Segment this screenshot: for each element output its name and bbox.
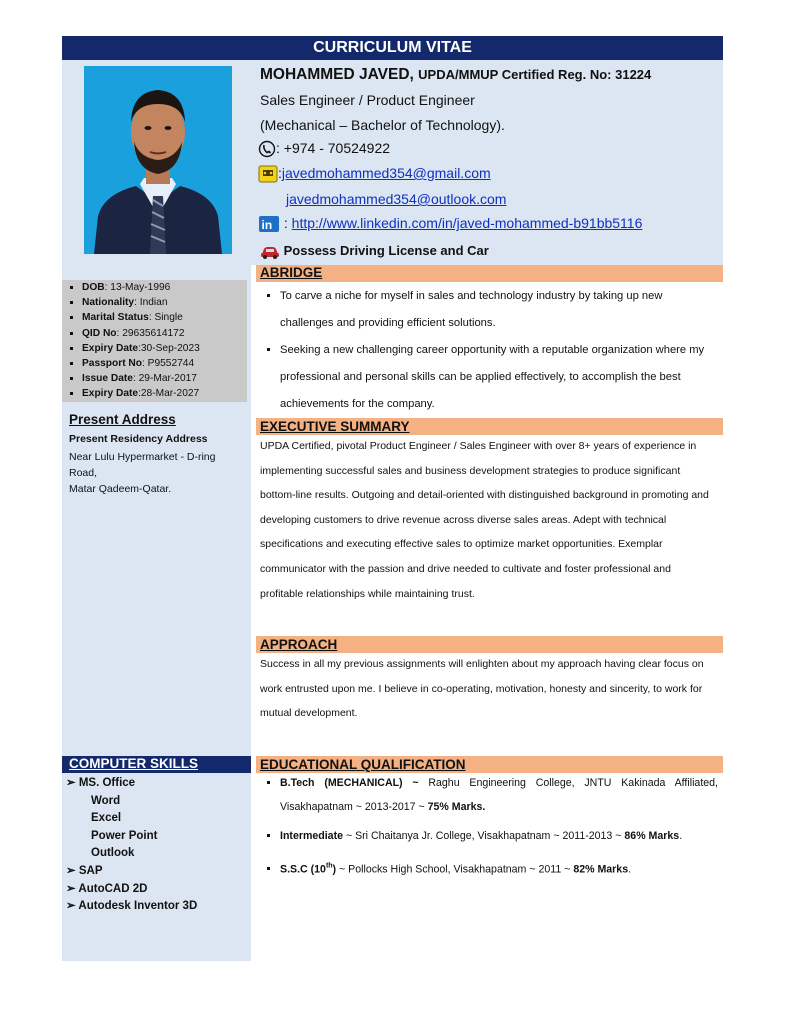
personal-info-label: DOB bbox=[82, 282, 105, 293]
personal-info-value: : Single bbox=[148, 312, 183, 324]
approach-text: Success in all my previous assignments will enlighten about my approach having clear focus on work entrusted upon me. I believe in co-operating, motivation, honesty and sincerity, to work for mutual development. bbox=[260, 658, 704, 720]
personal-info-label: Expiry Date bbox=[82, 342, 139, 354]
page-title: CURRICULUM VITAE bbox=[62, 36, 723, 60]
phone-icon bbox=[258, 140, 276, 158]
linkedin-link[interactable]: http://www.linkedin.com/in/javed-mohammed-b91bb5116 bbox=[291, 215, 643, 231]
personal-info-item bbox=[82, 280, 247, 295]
personal-info-item bbox=[82, 326, 247, 341]
personal-info-item bbox=[82, 386, 247, 401]
arrow-icon: ➢ bbox=[66, 882, 79, 895]
personal-info-label: Passport No bbox=[82, 358, 143, 370]
arrow-icon: ➢ bbox=[66, 864, 79, 877]
skill-item bbox=[66, 863, 197, 881]
email-link-outlook[interactable]: javedmohammed354@outlook.com bbox=[286, 191, 507, 207]
personal-info-label: Marital Status bbox=[82, 312, 149, 324]
skill-item bbox=[66, 898, 197, 916]
personal-info-item bbox=[82, 310, 247, 325]
skills-list bbox=[66, 775, 197, 916]
contact-panel bbox=[251, 60, 723, 265]
license-text: Possess Driving License and Car bbox=[283, 243, 489, 258]
education-detail: ~ Sri Chaitanya Jr. College, Visakhapatnam ~ 2011-2013 ~ bbox=[343, 830, 625, 842]
skill-label: SAP bbox=[78, 864, 103, 877]
skill-item bbox=[66, 775, 197, 793]
phone-number: : +974 - 70524922 bbox=[276, 140, 391, 156]
svg-text:in: in bbox=[261, 218, 273, 233]
education-item bbox=[280, 825, 718, 849]
personal-info-value: : 13-May-1996 bbox=[104, 282, 171, 293]
education-degree: Intermediate bbox=[280, 830, 343, 842]
education-sup: th bbox=[325, 862, 333, 870]
education-marks: 82% Marks bbox=[573, 863, 629, 876]
education-degree: B.Tech (MECHANICAL) ~ bbox=[280, 777, 419, 789]
personal-info-item bbox=[82, 295, 247, 310]
personal-info-value: : P9552744 bbox=[142, 358, 195, 370]
summary-heading: EXECUTIVE SUMMARY bbox=[260, 419, 410, 434]
education-tail: . bbox=[679, 830, 683, 842]
skill-subitem: Power Point bbox=[91, 829, 158, 842]
personal-info-value: :28-Mar-2027 bbox=[138, 388, 200, 400]
name-text: MOHAMMED JAVED, bbox=[260, 66, 414, 83]
address-subheading: Present Residency Address bbox=[69, 433, 208, 445]
arrow-icon: ➢ bbox=[66, 900, 79, 913]
education-section bbox=[260, 772, 718, 888]
arrow-icon: ➢ bbox=[66, 777, 79, 789]
education-item bbox=[280, 772, 718, 819]
skill-label: AutoCAD 2D bbox=[78, 882, 148, 895]
abridge-item: ▪ To carve a niche for myself in sales and technology industry by taking up new challenges and providing efficient solutions. bbox=[280, 283, 715, 337]
abridge-section bbox=[260, 283, 715, 418]
personal-info-label: QID No bbox=[82, 327, 117, 339]
email-prefix: : bbox=[278, 165, 282, 181]
education-heading: EDUCATIONAL QUALIFICATION bbox=[260, 757, 466, 772]
email-icon bbox=[258, 165, 278, 183]
summary-text: UPDA Certified, pivotal Product Engineer / Sales Engineer with over 8+ years of experience in implementing successful sales and business development strategies to produce significant bottom-line results. Outgoing and detail-oriented with distinguished background in promoting and developing customers to drive revenue across diverse sales areas. Adept with technical specifications and executing effective sales to optimize market opportunities. Exemplar communicator with the passion and drive needed to cultivate and foster professional and profitable relationships while maintaining trust. bbox=[260, 440, 709, 600]
email-line-2 bbox=[286, 191, 506, 207]
personal-info-item bbox=[82, 356, 247, 371]
phone-line bbox=[258, 140, 390, 158]
address-line-1: Near Lulu Hypermarket - D-ring bbox=[69, 451, 216, 463]
personal-info-label: Issue Date bbox=[82, 373, 133, 385]
personal-info-value: : 29-Mar-2017 bbox=[132, 373, 197, 385]
education-degree: S.S.C (10 bbox=[280, 863, 326, 876]
skill-label: Autodesk Inventor 3D bbox=[78, 900, 198, 913]
skill-subitem: Outlook bbox=[91, 847, 135, 860]
personal-info-label: Expiry Date bbox=[82, 388, 139, 400]
car-icon bbox=[260, 245, 280, 259]
abridge-bar bbox=[256, 265, 723, 282]
education-marks: 86% Marks bbox=[624, 830, 680, 842]
personal-info-box bbox=[62, 280, 247, 402]
license-line bbox=[260, 243, 489, 259]
certification-text: UPDA/MMUP Certified Reg. No: 31224 bbox=[418, 67, 652, 82]
personal-info-item bbox=[82, 341, 247, 356]
abridge-item: ▪ Seeking a new challenging career opportunity with a reputable organization where my professional and personal skills can be applied effectively, to accomplish the best achievements for the company. bbox=[280, 337, 715, 418]
education-marks: 75% Marks. bbox=[427, 800, 486, 813]
skill-label: MS. Office bbox=[78, 777, 136, 789]
personal-info-value: :30-Sep-2023 bbox=[138, 342, 200, 354]
skill-subitem: Word bbox=[91, 794, 121, 807]
linkedin-icon bbox=[258, 215, 280, 233]
email-line bbox=[258, 165, 491, 183]
education-tail: . bbox=[628, 863, 632, 876]
address-heading: Present Address bbox=[69, 412, 176, 427]
abridge-heading: ABRIDGE bbox=[260, 265, 323, 280]
linkedin-prefix: : bbox=[280, 215, 292, 231]
email-link-gmail[interactable]: javedmohammed354@gmail.com bbox=[281, 165, 491, 181]
skill-item bbox=[66, 881, 197, 899]
personal-info-value: : 29635614172 bbox=[116, 327, 185, 339]
education-degree-end: ) bbox=[332, 863, 337, 876]
education-item bbox=[280, 855, 718, 882]
education-detail: Raghu Engineering College, JNTU Kakinada Affiliated, Visakhapatnam ~ 2013-2017 ~ bbox=[280, 777, 718, 813]
profile-photo bbox=[84, 66, 232, 254]
candidate-name bbox=[260, 66, 651, 84]
linkedin-line bbox=[258, 215, 642, 233]
skills-heading: COMPUTER SKILLS bbox=[69, 756, 199, 771]
personal-info-label: Nationality bbox=[82, 297, 135, 309]
address-line-3: Matar Qadeem-Qatar. bbox=[69, 483, 172, 495]
degree-text: (Mechanical – Bachelor of Technology). bbox=[260, 117, 505, 133]
education-detail: ~ Pollocks High School, Visakhapatnam ~ 2011 ~ bbox=[336, 863, 574, 876]
personal-info-list bbox=[62, 280, 247, 402]
approach-heading: APPROACH bbox=[260, 637, 338, 652]
skill-subitem: Excel bbox=[91, 812, 122, 825]
address-text bbox=[69, 449, 249, 497]
role-text: Sales Engineer / Product Engineer bbox=[260, 92, 475, 108]
address-line-2: Road, bbox=[69, 467, 98, 479]
personal-info-value: : Indian bbox=[134, 297, 168, 309]
personal-info-item bbox=[82, 371, 247, 386]
